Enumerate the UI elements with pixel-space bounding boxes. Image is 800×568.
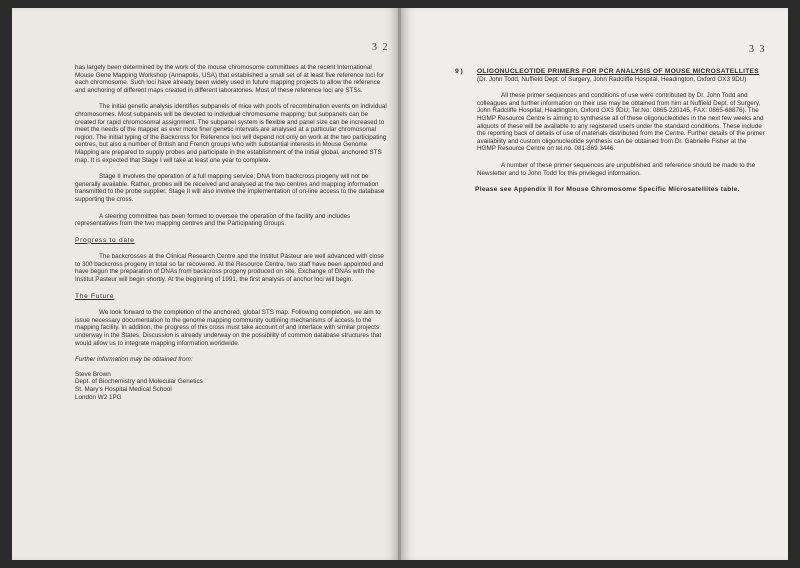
paragraph-steering-committee: A steering committee has been formed to oversee the operation of the facility and includes representatives from the two mapping centres and the Participating Groups. (75, 212, 351, 228)
left-page (12, 8, 399, 560)
section-contact: (Dr. John Todd, Nuffield Dept. of Surgery, John Radcliffe Hospital, Headington, Oxford OX3 9DU) (477, 75, 747, 83)
page-number-left: 3 2 (372, 42, 389, 53)
section-heading (477, 68, 765, 83)
contact-address (75, 371, 387, 401)
right-page (401, 8, 788, 560)
paragraph-stage-two: Stage II involves the operation of a full mapping service; DNA from backcross progeny will not be generally available. Rather, probes will be received and analysed at the two centres and mapping information transmitted to the probe supplier. Stage II will also involve the implementation of on-line access to the database supporting the cross. (75, 173, 385, 203)
paragraph-genetic-analysis: The initial genetic analysis identifies subpanels of mice with pools of recombination events on individual chromosomes. Most subpanels will be devoted to individual chromosome mapping; but subpanels can be created for rapid chromosomal assignment. The subpanel system is flexible and panel size can be increased to meet the needs of the mapper as ever more finer genetic intervals are analysed at a particular chromosomal region. The initial typing of the Backcross for Reference loci will depend not only on work at the two participating centres, but also a number of British and French groups who with substantial interests in Mouse Genome Mapping are prepared to supply probes and participate in the establishment of the initial global, anchored STS map. It is expected that Stage I will take at least one year to complete. (75, 103, 387, 164)
paragraph-progress: The backcrosses at the Clinical Research Centre and the Institut Pasteur are well advanced with close to 300 backcross progeny in total so far recovered. At the Resource Centre, two staff have been appointed and have begun the preparation of DNAs from backcross progeny produced on site. Exchange of DNAs with the Institut Pasteur will begin shortly. At the beginning of 1991, the first analysis of anchor loci will begin. (75, 253, 384, 284)
paragraph-primer-sequences: All these primer sequences and conditions of use were contributed by Dr. John Todd and colleagues and further information on their use may be obtained from him at Nuffield Dept. of Surgery, John Radcliffe Hospital, Headington, Oxford OX3 9DU; Tel.No: 0865-220145, FAX: 0865-68876). The HGMP Resource Centre is aiming to synthesise all of these oligonucleotides in the next few weeks and aliquots of these will be available to any registered users under the standard conditions. These include the reporting back of details of use of materials distributed from the Centre. Further details of the primer availability and custom oligonucleotide synthesis can be obtained from Dr. Gabrielle Fisher at the HGMP Resource Centre on tel.no. 081-869 3446. (477, 92, 765, 153)
appendix-note: Please see Appendix II for Mouse Chromosome Specific Microsatellites table. (475, 186, 740, 194)
heading-the-future: The Future (75, 292, 115, 300)
address-line: Steve Brown (75, 370, 111, 378)
address-line: Dept. of Biochemistry and Molecular Genetics (75, 378, 203, 386)
right-page-text-column (455, 68, 765, 203)
section-9-header (455, 68, 765, 83)
paragraph-unpublished-sequences: A number of these primer sequences are unpublished and reference should be made to the Newsletter and to John Todd for this privileged information. (477, 161, 756, 177)
book-spread (12, 8, 788, 560)
heading-progress-to-date: Progress to date (75, 236, 135, 244)
page-number-right: 3 3 (749, 44, 766, 55)
paragraph-future: We look forward to the completion of the anchored, global STS map. Following completion, we aim to issue necessary documentation to the genome mapping community outlining mechanisms of access to the mapping facility. In addition, the progress of this cross must take account of and interface with similar projects underway in the States. Discussion is already underway on the possibility of common database structures that would allow us to integrate mapping information worldwide. (75, 309, 382, 347)
further-information-line: Further information may be obtained from: (75, 356, 193, 364)
address-line: London W2 1PG (75, 393, 122, 401)
section-number: 9 ) (455, 68, 463, 75)
section-title: OLIGONUCLEOTIDE PRIMERS FOR PCR ANALYSIS OF MOUSE MICROSATELLITES (477, 68, 759, 75)
address-line: St. Mary's Hospital Medical School (75, 386, 172, 393)
paragraph-reference-loci: has largely been determined by the work of the mouse chromosome committees at the recent International Mouse Gene Mapping Workshop (Annapolis, USA) that established a small set of at least five reference loci for each chromosome. Such loci have already been widely used in future mapping projects to allow the reference and anchoring of different maps created in different laboratories. Most of these reference loci are STSs. (75, 64, 384, 94)
left-page-text-column (75, 64, 387, 401)
